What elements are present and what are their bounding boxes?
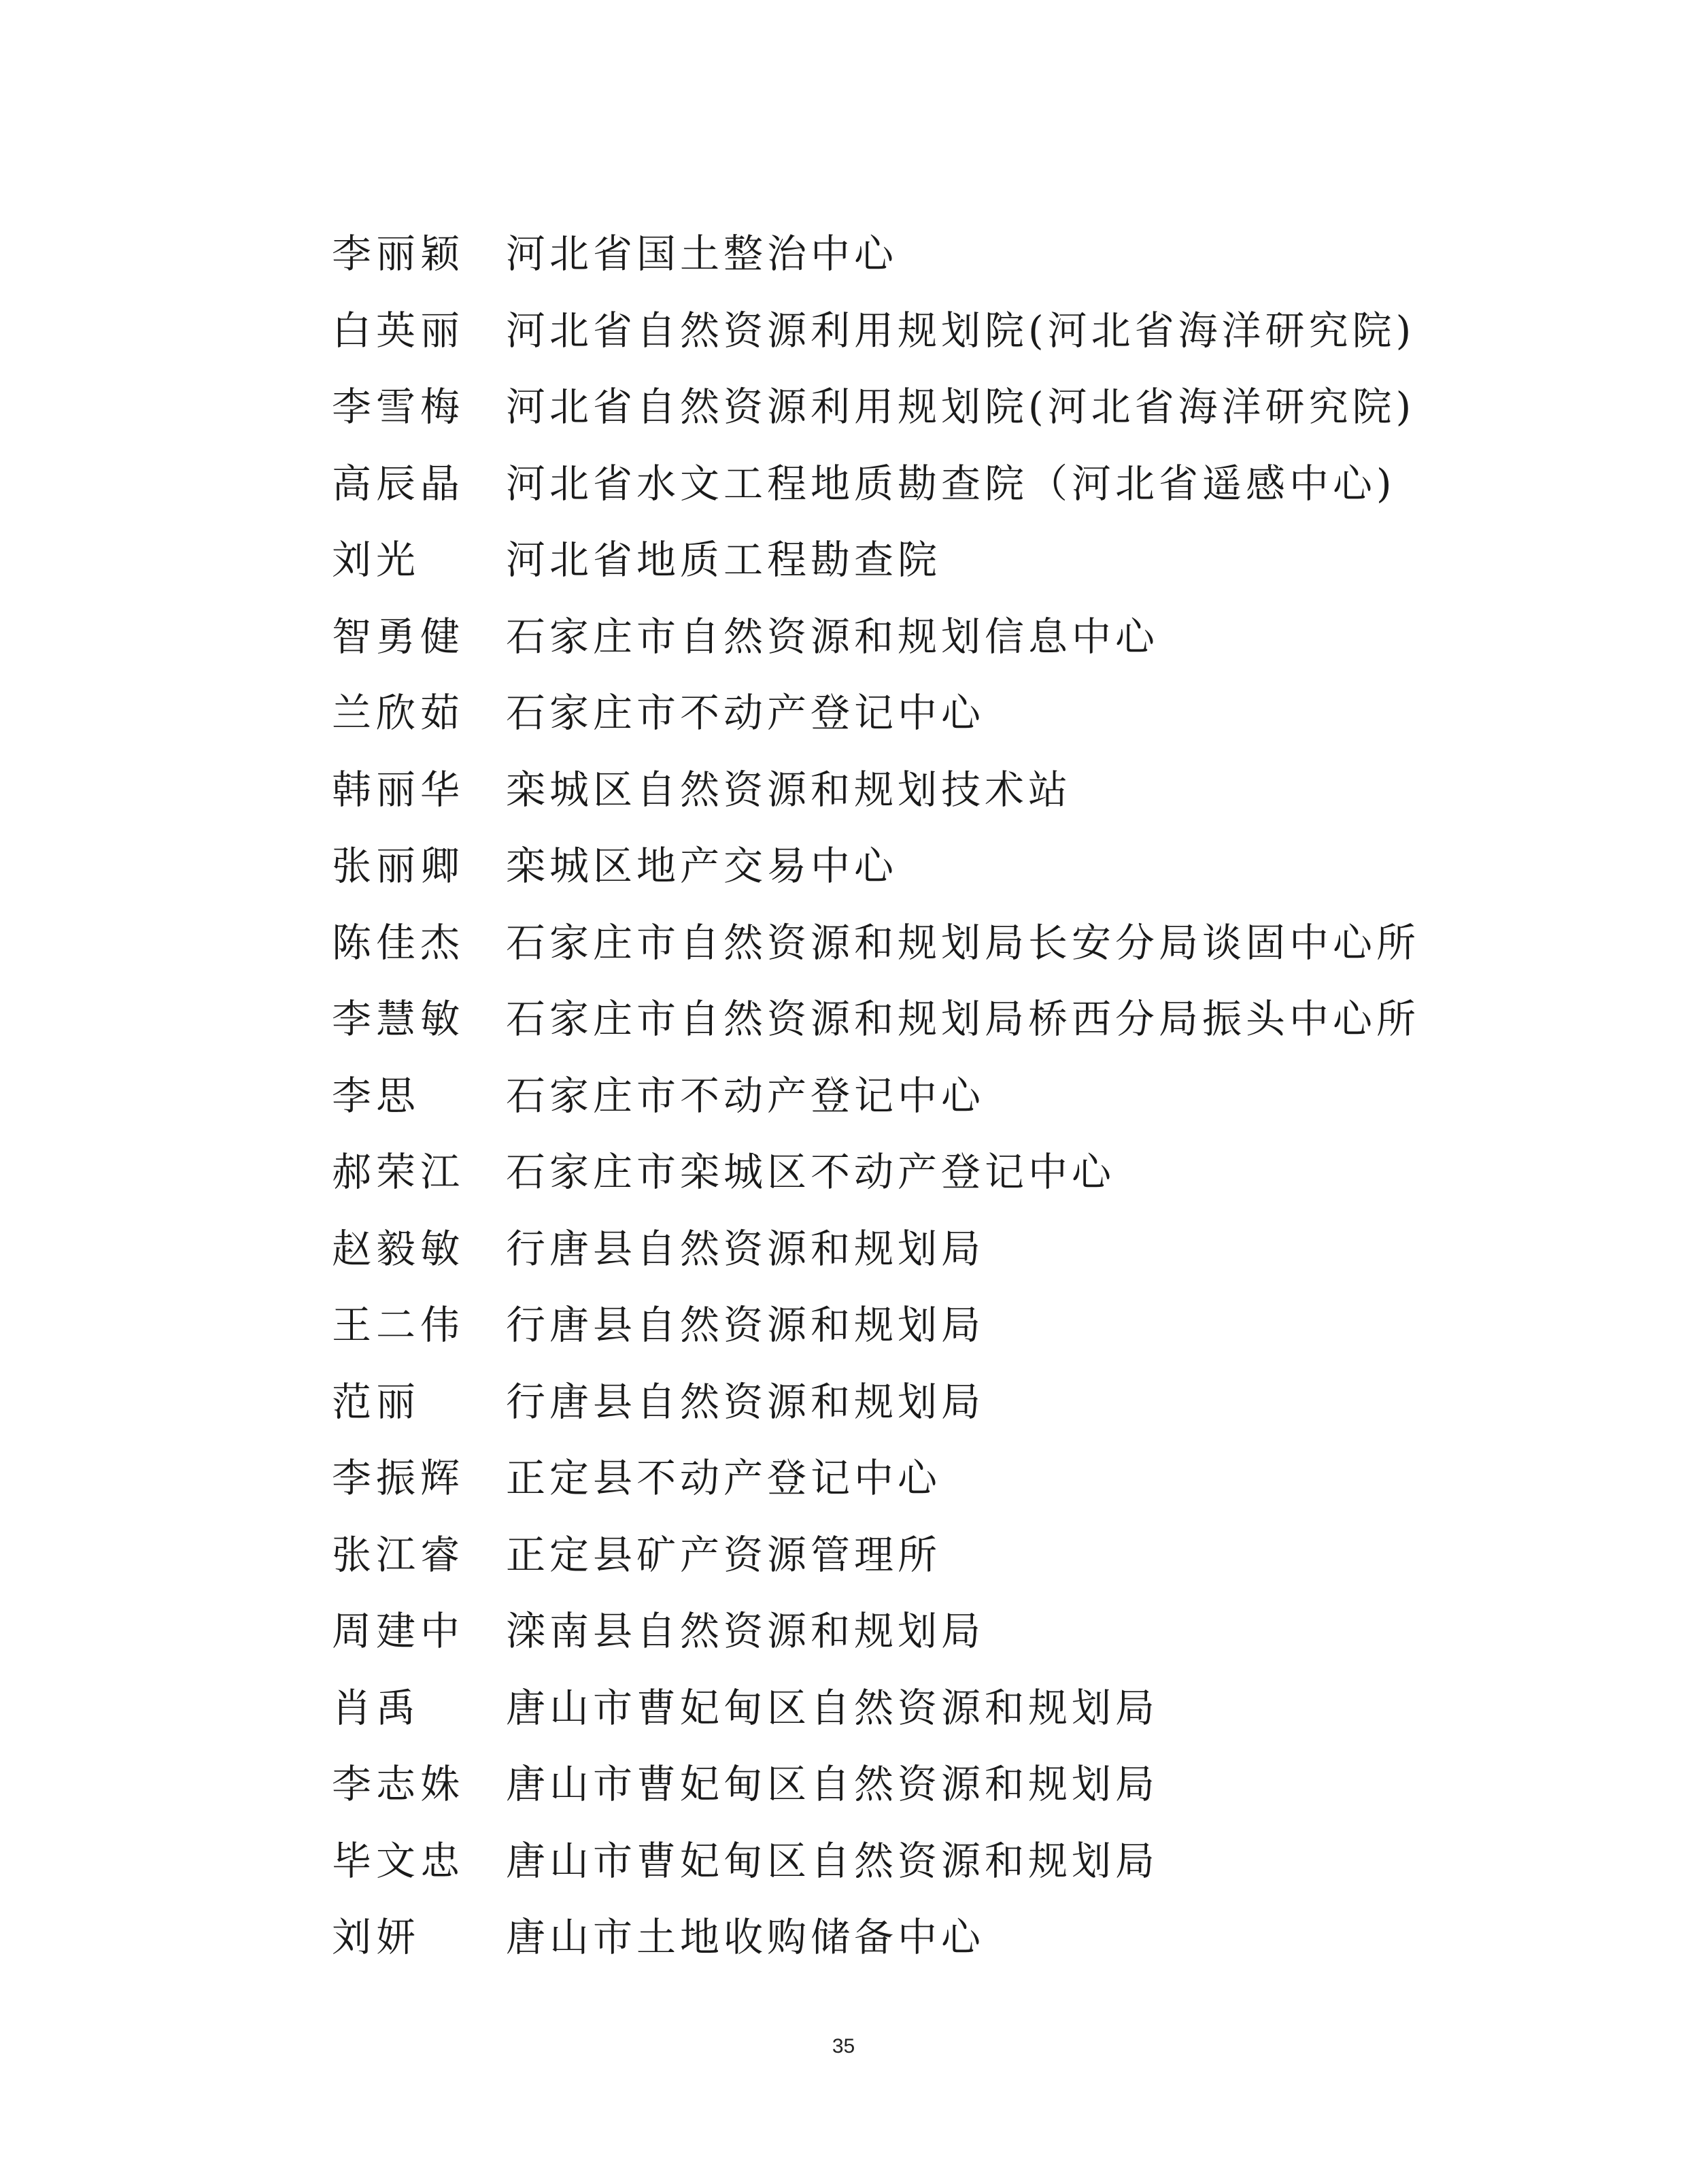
person-name: 李志姝 (332, 1761, 465, 1808)
person-name: 白英丽 (332, 307, 465, 354)
person-name: 周建中 (332, 1608, 465, 1655)
page-number: 35 (832, 2035, 855, 2057)
person-name: 张江睿 (332, 1531, 465, 1578)
list-item (332, 977, 1542, 1054)
organization-name: 石家庄市栾城区不动产登记中心 (506, 1149, 1116, 1196)
organization-name: 河北省自然资源利用规划院(河北省海洋研究院) (506, 307, 1416, 354)
list-item (332, 1590, 1542, 1666)
organization-name: 行唐县自然资源和规划局 (506, 1225, 985, 1272)
organization-name: 石家庄市自然资源和规划局桥西分局振头中心所 (506, 996, 1420, 1043)
list-item (332, 1896, 1542, 1972)
organization-name: 唐山市土地收购储备中心 (506, 1914, 985, 1961)
organization-name: 正定县不动产登记中心 (506, 1455, 942, 1502)
person-name: 智勇健 (332, 613, 465, 660)
list-item (332, 1437, 1542, 1513)
list-item (332, 1513, 1542, 1590)
organization-name: 栾城区地产交易中心 (506, 843, 898, 890)
person-name: 肖禹 (332, 1684, 421, 1731)
list-item (332, 824, 1542, 901)
organization-name: 唐山市曹妃甸区自然资源和规划局 (506, 1684, 1159, 1731)
list-item (332, 365, 1542, 442)
list-item (332, 212, 1542, 289)
organization-name: 石家庄市不动产登记中心 (506, 690, 985, 737)
organization-name: 正定县矿产资源管理所 (506, 1531, 942, 1578)
list-item (332, 1283, 1542, 1360)
person-name: 张丽卿 (332, 843, 465, 890)
list-item (332, 442, 1542, 519)
organization-name: 行唐县自然资源和规划局 (506, 1302, 985, 1349)
list-item (332, 518, 1542, 595)
list-item (332, 1054, 1542, 1131)
organization-name: 唐山市曹妃甸区自然资源和规划局 (506, 1837, 1159, 1884)
list-item (332, 1207, 1542, 1284)
person-name: 毕文忠 (332, 1837, 465, 1884)
list-item (332, 901, 1542, 978)
person-name: 王二伟 (332, 1302, 465, 1349)
person-name: 陈佳杰 (332, 919, 465, 966)
list-item (332, 1666, 1542, 1743)
organization-name: 石家庄市不动产登记中心 (506, 1072, 985, 1119)
organization-name: 河北省国土整治中心 (506, 231, 898, 278)
person-name: 刘妍 (332, 1914, 421, 1961)
organization-name: 唐山市曹妃甸区自然资源和规划局 (506, 1761, 1159, 1808)
name-list (332, 212, 1542, 1972)
organization-name: 行唐县自然资源和规划局 (506, 1378, 985, 1425)
person-name: 刘光 (332, 537, 421, 584)
person-name: 高辰晶 (332, 460, 465, 507)
list-item (332, 1819, 1542, 1896)
person-name: 李振辉 (332, 1455, 465, 1502)
person-name: 李慧敏 (332, 996, 465, 1043)
person-name: 赵毅敏 (332, 1225, 465, 1272)
organization-name: 河北省水文工程地质勘查院（河北省遥感中心) (506, 460, 1396, 507)
list-item (332, 289, 1542, 366)
organization-name: 河北省地质工程勘查院 (506, 537, 942, 584)
organization-name: 滦南县自然资源和规划局 (506, 1608, 985, 1655)
person-name: 兰欣茹 (332, 690, 465, 737)
list-item (332, 748, 1542, 825)
person-name: 韩丽华 (332, 766, 465, 813)
person-name: 李雪梅 (332, 384, 465, 431)
list-item (332, 671, 1542, 748)
organization-name: 石家庄市自然资源和规划信息中心 (506, 613, 1159, 660)
person-name: 范丽 (332, 1378, 421, 1425)
list-item (332, 595, 1542, 672)
list-item (332, 1130, 1542, 1207)
list-item (332, 1743, 1542, 1819)
person-name: 郝荣江 (332, 1149, 465, 1196)
organization-name: 河北省自然资源利用规划院(河北省海洋研究院) (506, 384, 1416, 431)
organization-name: 石家庄市自然资源和规划局长安分局谈固中心所 (506, 919, 1420, 966)
organization-name: 栾城区自然资源和规划技术站 (506, 766, 1072, 813)
person-name: 李思 (332, 1072, 421, 1119)
list-item (332, 1360, 1542, 1437)
person-name: 李丽颖 (332, 231, 465, 278)
